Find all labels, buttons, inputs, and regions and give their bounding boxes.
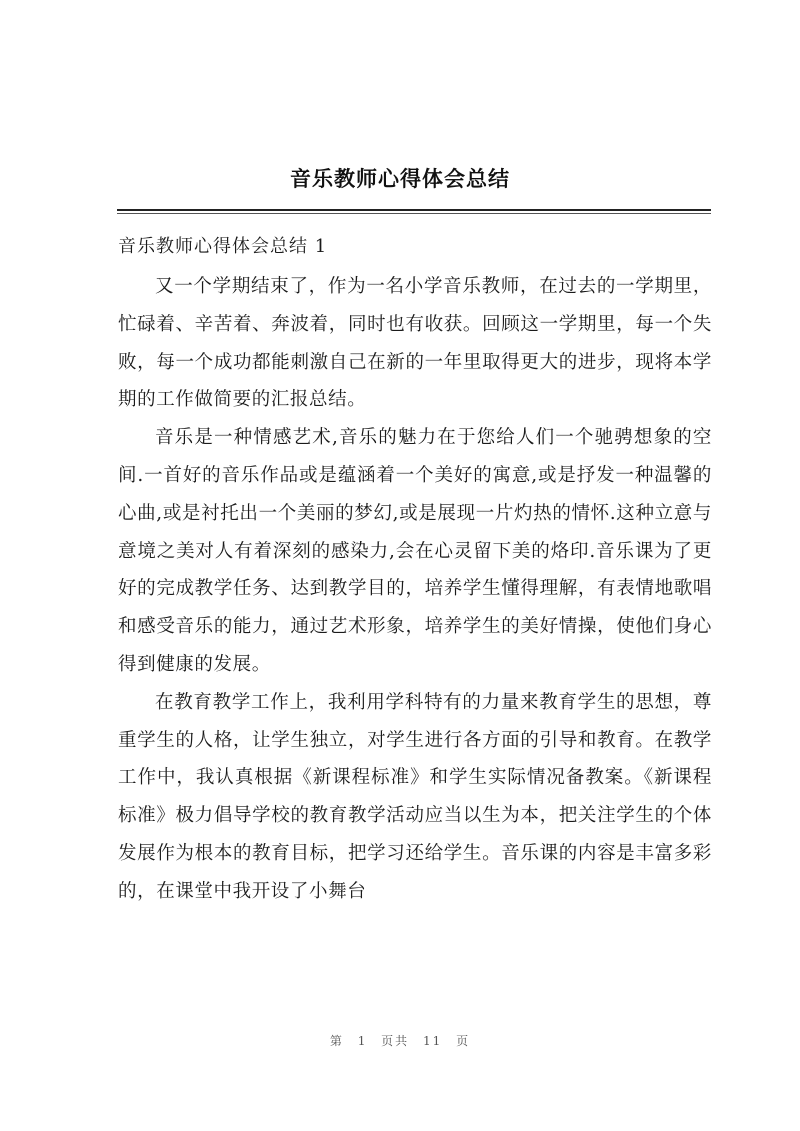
body-text	[118, 268, 712, 911]
footer-total-pages: 11	[423, 1034, 443, 1048]
document-title: 音乐教师心得体会总结	[290, 166, 510, 191]
paragraph-1: 又一个学期结束了，作为一名小学音乐教师，在过去的一学期里，忙碌着、辛苦着、奔波着，同时也有收获。回顾这一学期里，每一个失败，每一个成功都能刺激自己在新的一年里取得更大的进步，现将本学期的工作做简要的汇报总结。	[118, 276, 712, 411]
title-rule-thin	[117, 213, 711, 214]
footer-prefix: 第	[329, 1034, 344, 1048]
page-footer	[0, 1032, 800, 1049]
footer-suffix: 页	[456, 1034, 471, 1048]
footer-mid: 页共	[381, 1034, 410, 1048]
section-heading: 音乐教师心得体会总结 1	[118, 236, 328, 257]
title-rule-thick	[117, 209, 711, 211]
paragraph-2: 音乐是一种情感艺术,音乐的魅力在于您给人们一个驰骋想象的空间.一首好的音乐作品或是蕴涵着一个美好的寓意,或是抒发一种温馨的心曲,或是衬托出一个美丽的梦幻,或是展现一片灼热的情怀.这种立意与意境之美对人有着深刻的感染力,会在心灵留下美的烙印.音乐课为了更好的完成教学任务、达到教学目的，培养学生懂得理解，有表情地歌唱和感受音乐的能力，通过艺术形象，培养学生的美好情操，使他们身心得到健康的发展。	[118, 427, 712, 675]
footer-page-number: 1	[357, 1034, 368, 1048]
paragraph-3: 在教育教学工作上，我利用学科特有的力量来教育学生的思想，尊重学生的人格，让学生独立，对学生进行各方面的引导和教育。在教学工作中，我认真根据《新课程标准》和学生实际情况备教案。《新课程标准》极力倡导学校的教育教学活动应当以生为本，把关注学生的个体发展作为根本的教育目标，把学习还给学生。音乐课的内容是丰富多彩的，在课堂中我开设了小舞台	[118, 691, 712, 902]
